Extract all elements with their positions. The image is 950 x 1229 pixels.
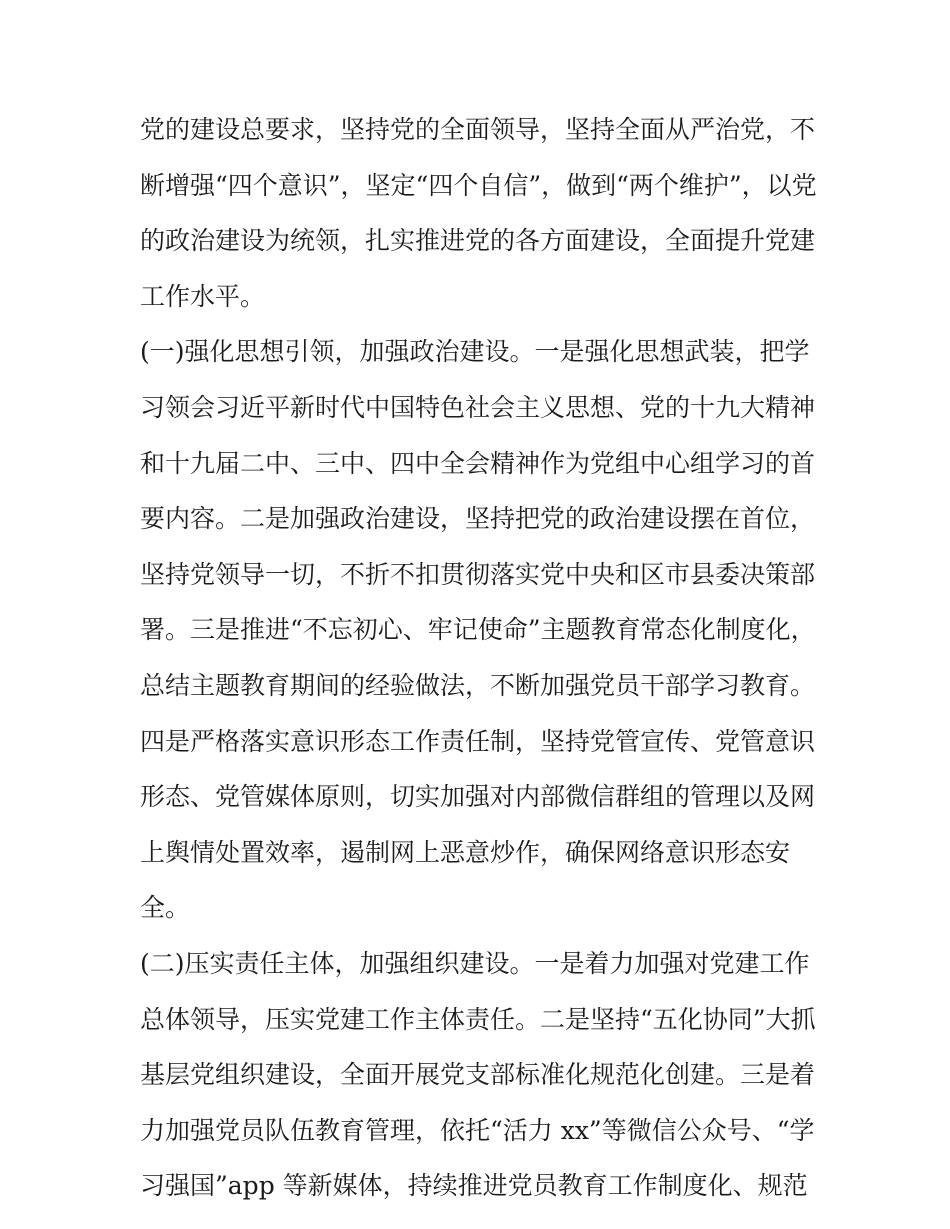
text-line: 坚持党领导一切，不折不扣贯彻落实党中央和区市县委决策部	[140, 559, 816, 589]
text-line: 总体领导，压实党建工作主体责任。二是坚持“五化协同”大抓	[140, 1004, 816, 1034]
text-line: 的政治建设为统领，扎实推进党的各方面建设，全面提升党建	[140, 226, 816, 256]
text-line: 全。	[140, 893, 191, 923]
text-line: 习领会习近平新时代中国特色社会主义思想、党的十九大精神	[140, 392, 816, 422]
text-line: 署。三是推进“不忘初心、牢记使命”主题教育常态化制度化，	[140, 615, 816, 645]
text-line: 基层党组织建设，全面开展党支部标准化规范化创建。三是着	[140, 1060, 816, 1090]
text-line: 上舆情处置效率，遏制网上恶意炒作，确保网络意识形态安	[140, 837, 791, 867]
text-line: 四是严格落实意识形态工作责任制，坚持党管宣传、党管意识	[140, 726, 816, 756]
text-line: 力加强党员队伍教育管理，依托“活力 xx”等微信公众号、“学	[140, 1115, 815, 1145]
section-heading-line: (二)压实责任主体，加强组织建设。一是着力加强对党建工作	[140, 948, 810, 978]
text-line: 要内容。二是加强政治建设，坚持把党的政治建设摆在首位，	[140, 504, 816, 534]
text-line: 工作水平。	[140, 281, 266, 311]
text-line: 总结主题教育期间的经验做法，不断加强党员干部学习教育。	[140, 670, 816, 700]
text-line: 断增强“四个意识”，坚定“四个自信”，做到“两个维护”，以党	[140, 170, 817, 200]
section-heading-line: (一)强化思想引领，加强政治建设。一是强化思想武装，把学	[140, 337, 810, 367]
text-line: 和十九届二中、三中、四中全会精神作为党组中心组学习的首	[140, 448, 816, 478]
document-body	[140, 108, 820, 1220]
text-line: 习强国”app 等新媒体，持续推进党员教育工作制度化、规范	[140, 1171, 808, 1201]
text-line: 形态、党管媒体原则，切实加强对内部微信群组的管理以及网	[140, 782, 816, 812]
text-line: 党的建设总要求，坚持党的全面领导，坚持全面从严治党，不	[140, 115, 816, 144]
